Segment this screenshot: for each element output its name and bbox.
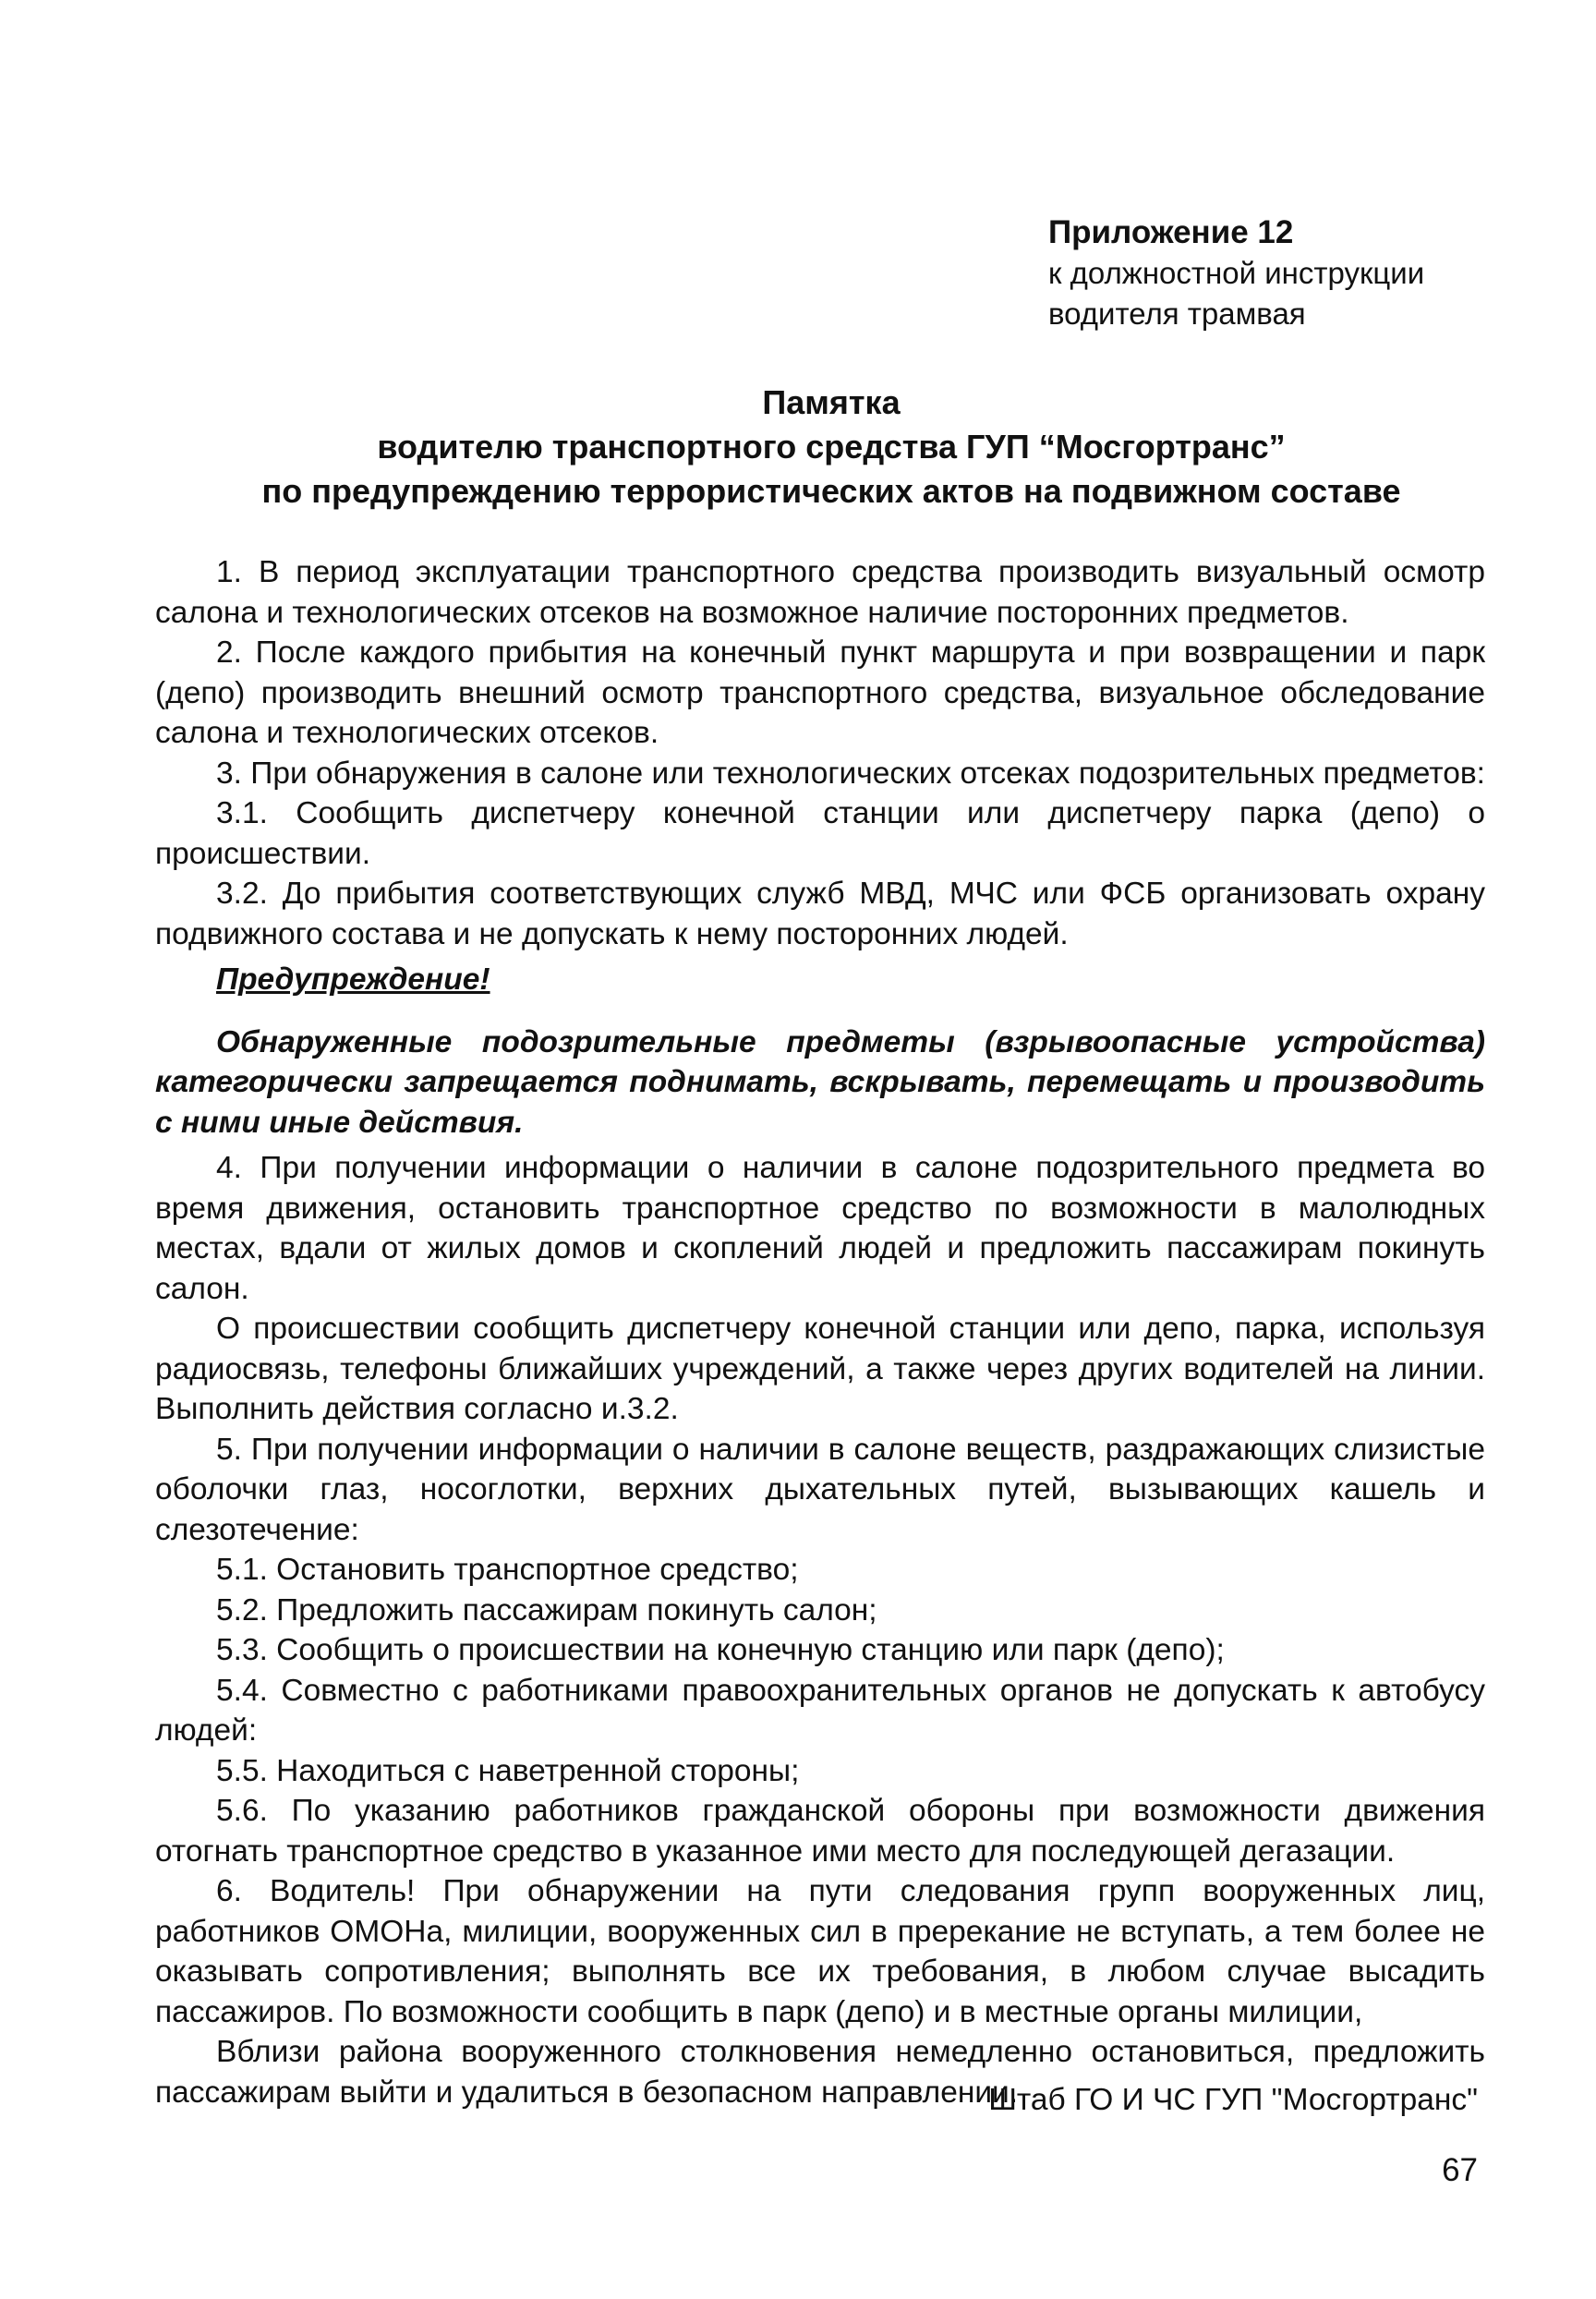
paragraph-3: 3. При обнаружения в салоне или технологических отсеках подозрительных предметов: [216,756,1485,791]
paragraph-5-2: 5.2. Предложить пассажирам покинуть салон; [216,1592,877,1627]
memo-subtitle-1: водителю транспортного средства ГУП “Мосгортранс” [377,428,1286,466]
paragraph-5-3: 5.3. Сообщить о происшествии на конечную станцию или парк (депо); [216,1633,1225,1667]
signature: Штаб ГО И ЧС ГУП "Мосгортранс" [988,2083,1478,2117]
paragraph-5-5: 5.5. Находиться с наветренной стороны; [216,1753,800,1788]
appendix-line-2: водителя трамвая [1048,296,1306,331]
paragraph-2: 2. После каждого прибытия на конечный пункт маршрута и при возвращении и парк (депо) производить внешний осмотр транспортного средства, визуальное обследование салона и технологических отсеков. [155,635,1485,750]
paragraph-5-6: 5.6. По указанию работников гражданской обороны при возможности движения отогнать транспортное средство в указанное ими место для последующей дегазации. [155,1794,1485,1869]
warning-text: Обнаруженные подозрительные предметы (взрывоопасные устройства) категорически запрещается поднимать, вскрывать, перемещать и производить с ними иные действия. [155,1024,1485,1140]
paragraph-3-2: 3.2. До прибытия соответствующих служб МВД, МЧС или ФСБ организовать охрану подвижного состава и не допускать к нему посторонних людей. [155,877,1485,951]
memo-heading [111,381,1552,514]
paragraph-4: 4. При получении информации о наличии в салоне подозрительного предмета во время движения, остановить транспортное средство по возможности в малолюдных местах, вдали от жилых домов и скоплений людей и предложить пассажирам покинуть салон. [155,1151,1485,1306]
appendix-title: Приложение 12 [1048,214,1294,250]
appendix-header [1048,212,1510,334]
memo-subtitle-2: по предупреждению террористических актов на подвижном составе [261,472,1401,510]
paragraph-6: 6. Водитель! При обнаружении на пути следования групп вооруженных лиц, работников ОМОНа, милиции, вооруженных сил в пререкание не вступать, а тем более не оказывать сопротивления; выполнять все их требования, в любом случае высадить пассажиров. По возможности сообщить в парк (депо) и в местные органы милиции, [155,1874,1485,2029]
paragraph-5: 5. При получении информации о наличии в салоне веществ, раздражающих слизистые оболочки глаз, носоглотки, верхних дыхательных путей, вызывающих кашель и слезотечение: [155,1432,1485,1547]
paragraph-5-4: 5.4. Совместно с работниками правоохранительных органов не допускать к автобусу людей: [155,1673,1485,1748]
memo-title: Памятка [762,383,901,421]
warning-heading: Предупреждение! [216,962,490,997]
paragraph-5-1: 5.1. Остановить транспортное средство; [216,1553,799,1587]
memo-body [155,552,1485,2112]
paragraph-3-1: 3.1. Сообщить диспетчеру конечной станции или диспетчеру парка (депо) о происшествии. [155,796,1485,871]
paragraph-1: 1. В период эксплуатации транспортного средства производить визуальный осмотр салона и технологических отсеков на возможное наличие посторонних предметов. [155,555,1485,630]
paragraph-4-b: О происшествии сообщить диспетчеру конечной станции или депо, парка, используя радиосвязь, телефоны ближайших учреждений, а также через других водителей на линии. Выполнить действия согласно и.3.2. [155,1312,1485,1426]
page-number: 67 [1442,2152,1478,2188]
paragraph-6-b: Вблизи района вооруженного столкновения немедленно остановиться, предложить пассажирам выйти и удалиться в безопасном направлении. [155,2035,1485,2110]
appendix-line-1: к должностной инструкции [1048,256,1425,290]
